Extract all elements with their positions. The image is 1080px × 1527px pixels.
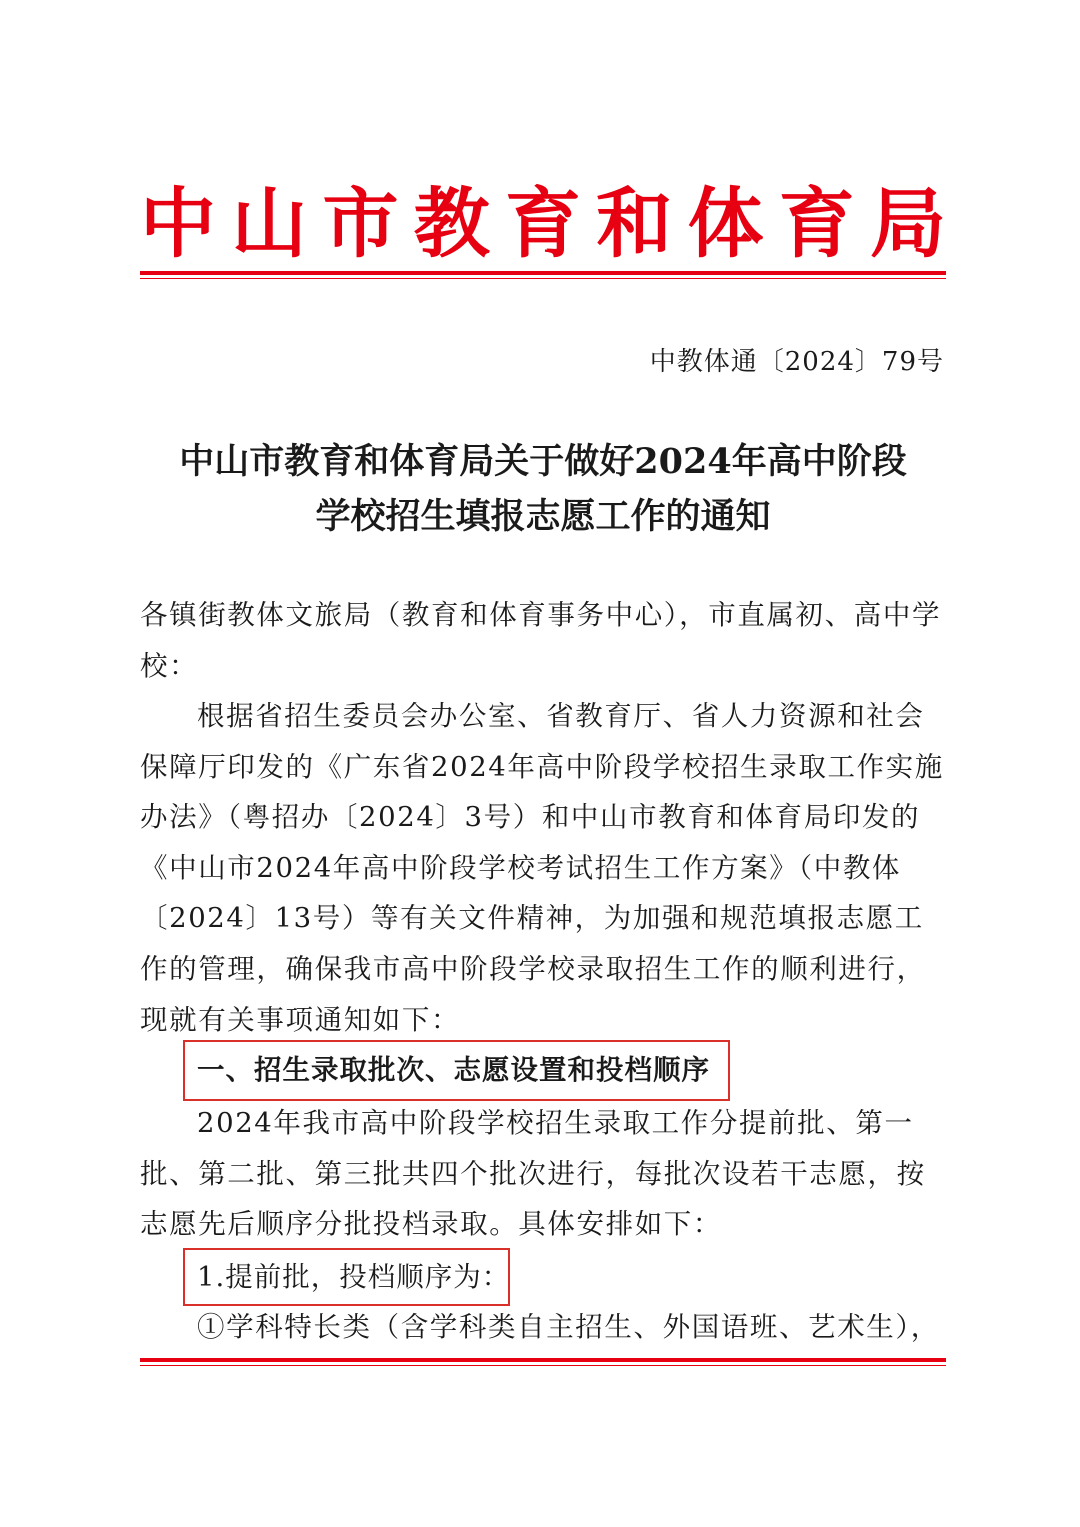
letterhead-char: 教 xyxy=(413,179,490,268)
item-heading: 1.提前批，投档顺序为： xyxy=(197,1261,511,1293)
paragraph-text: 根据省招生委员会办公室、省教育厅、省人力资源和社会保障厅印发的《广东省2024年高中阶段学校招生录取工作实施办法》（粤招办〔2024〕3号）和中山市教育和体育局印发的《中山市2024年高中阶段学校考试招生工作方案》（中教体〔2024〕13号）等有关文件精神，为加强和规范填报志愿工作的管理，确保我市高中阶段学校录取招生工作的顺利进行，现就有关事项通知如下： xyxy=(140,700,944,1036)
document-number: 中教体通〔2024〕79号 xyxy=(649,347,944,377)
letterhead-rule-thick xyxy=(140,271,946,275)
section-heading: 一、招生录取批次、志愿设置和投档顺序 xyxy=(197,1054,710,1086)
letterhead-rule-thin xyxy=(140,278,946,279)
letterhead-char: 中 xyxy=(140,179,216,268)
item-line xyxy=(140,1302,946,1353)
footer-rule-thin xyxy=(140,1365,946,1366)
letterhead-char: 体 xyxy=(687,179,764,268)
addressee xyxy=(140,590,946,691)
letterhead-char: 山 xyxy=(231,179,308,268)
intro-paragraph xyxy=(140,691,946,1045)
addressee-text: 各镇街教体文旅局（教育和体育事务中心），市直属初、高中学校： xyxy=(140,599,942,682)
batch-paragraph xyxy=(140,1098,946,1250)
title-line-1: 中山市教育和体育局关于做好2024年高中阶段 xyxy=(179,441,907,482)
letterhead-char: 和 xyxy=(596,179,673,268)
letterhead-char: 市 xyxy=(322,179,399,268)
letterhead-char: 育 xyxy=(505,179,581,268)
title-line-2: 学校招生填报志愿工作的通知 xyxy=(315,496,771,537)
item-line-text: ①学科特长类（含学科类自主招生、外国语班、艺术生）， xyxy=(197,1311,940,1343)
paragraph-text: 2024年我市高中阶段学校招生录取工作分提前批、第一批、第二批、第三批共四个批次进行，每批次设若干志愿，按志愿先后顺序分批投档录取。具体安排如下： xyxy=(140,1107,926,1241)
footer-rule-thick xyxy=(140,1358,946,1362)
letterhead-char: 育 xyxy=(778,179,855,268)
letterhead-char: 局 xyxy=(870,179,946,268)
agency-letterhead xyxy=(140,176,946,272)
document-title xyxy=(120,434,966,544)
